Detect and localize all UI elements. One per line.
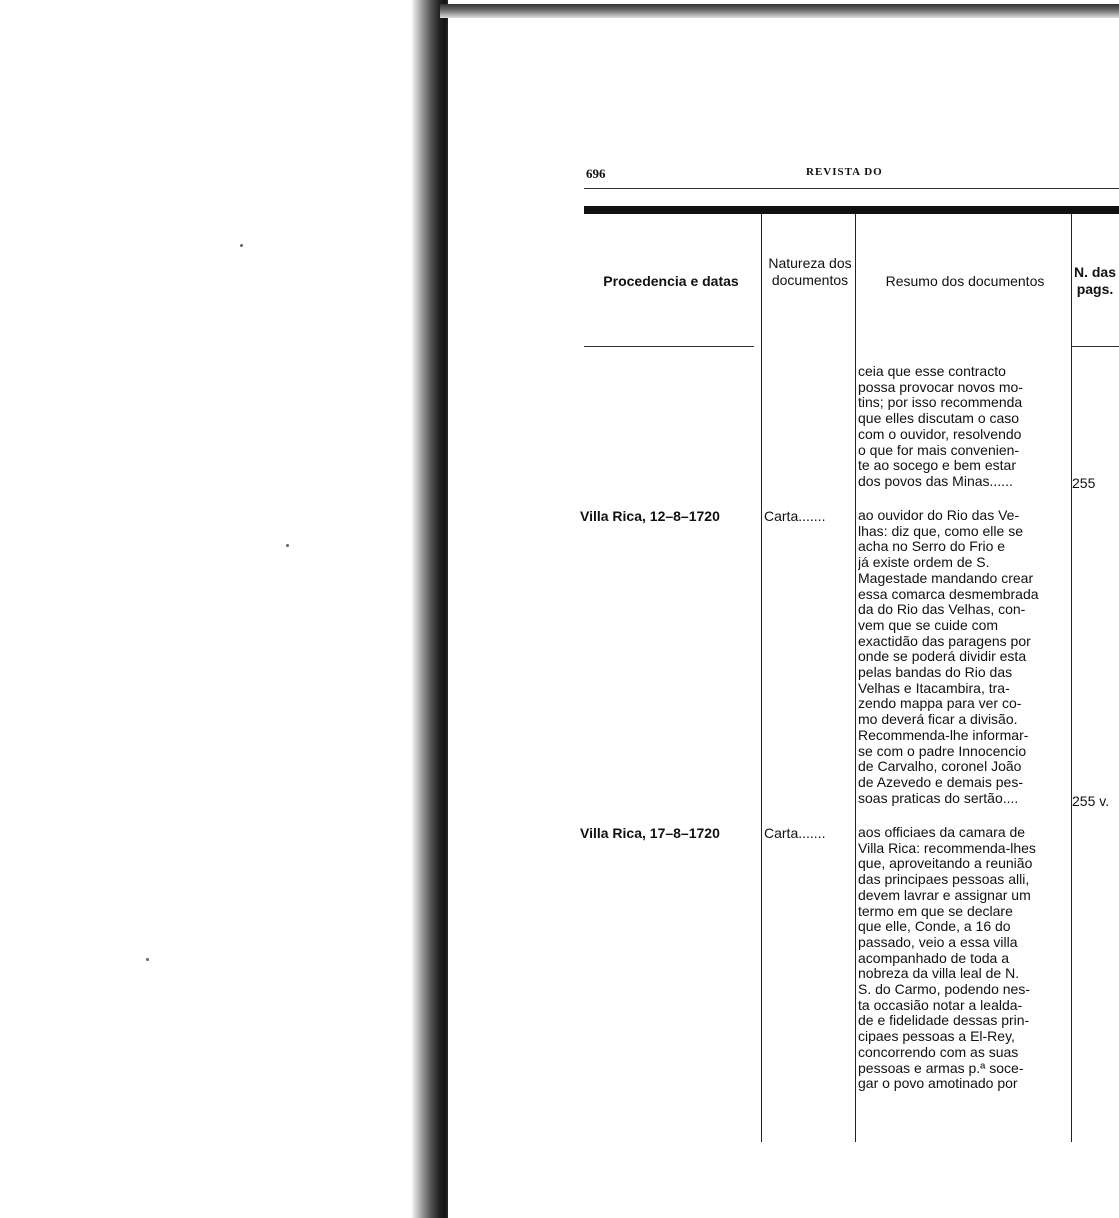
page-number: 696	[586, 166, 606, 181]
summary-line: te ao socego e bem estar	[858, 458, 1016, 474]
column-divider	[855, 214, 856, 1142]
row-summary	[858, 508, 1072, 806]
header-bottom-rule	[584, 346, 754, 347]
column-header-resumo: Resumo dos documentos	[885, 273, 1045, 289]
row-date: Villa Rica, 12–8–1720	[580, 508, 720, 524]
summary-line: das principaes pessoas alli,	[858, 872, 1030, 888]
summary-line: mo deverá ficar a divisão.	[858, 712, 1018, 728]
row-pages: 255 v.	[1072, 793, 1110, 809]
scan-speck	[286, 544, 289, 547]
page-edge-line	[446, 0, 448, 1218]
summary-line: acompanhado de toda a	[858, 950, 1010, 966]
row-nature: Carta.......	[764, 508, 826, 524]
row-date: Villa Rica, 17–8–1720	[580, 825, 720, 841]
summary-line: exactidão das paragens por	[858, 633, 1031, 649]
summary-line: pelas bandas do Rio das	[858, 665, 1013, 681]
summary-line: termo em que se declare	[858, 903, 1013, 919]
summary-line: Villa Rica: recommenda-lhes	[858, 840, 1036, 856]
summary-line: concorrendo com as suas	[858, 1044, 1019, 1060]
column-divider	[761, 214, 762, 1142]
row-summary	[858, 825, 1072, 1092]
summary-line: onde se poderá dividir esta	[858, 649, 1027, 665]
summary-line: que, aproveitando a reunião	[858, 856, 1033, 872]
summary-line: dos povos das Minas......	[858, 473, 1013, 489]
summary-line: cipaes pessoas a El-Rey,	[858, 1029, 1015, 1045]
table-top-rule	[584, 206, 1119, 214]
summary-line: ceia que esse contracto	[858, 364, 1006, 379]
running-head: REVISTA DO	[806, 166, 883, 178]
top-page-edge	[440, 4, 1119, 18]
summary-line: de e fidelidade dessas prin-	[858, 1013, 1030, 1029]
summary-line: vem que se cuide com	[858, 617, 999, 633]
summary-line: Magestade mandando crear	[858, 570, 1034, 586]
column-header-paginas: N. das pags.	[1073, 264, 1116, 297]
summary-line: passado, veio a essa villa	[858, 934, 1018, 950]
summary-line: que elle, Conde, a 16 do	[858, 919, 1011, 935]
summary-line: possa provocar novos mo-	[858, 379, 1023, 395]
summary-line: gar o povo amotinado por	[858, 1076, 1018, 1092]
row-summary	[858, 364, 1072, 490]
summary-line: já existe ordem de S.	[858, 555, 990, 571]
summary-line: ta occasião notar a lealda-	[858, 997, 1023, 1013]
summary-line: devem lavrar e assignar um	[858, 887, 1031, 903]
header-rule	[584, 188, 1119, 189]
row-pages: 255	[1072, 475, 1096, 491]
summary-line: zendo mappa para ver co-	[858, 696, 1022, 712]
summary-line: S. do Carmo, podendo nes-	[858, 982, 1030, 998]
summary-line: que elles discutam o caso	[858, 411, 1020, 427]
summary-line: se com o padre Innocencio	[858, 743, 1027, 759]
summary-line: com o ouvidor, resolvendo	[858, 426, 1022, 442]
summary-line: nobreza da villa leal de N.	[858, 966, 1020, 982]
summary-line: soas praticas do sertão....	[858, 790, 1019, 806]
summary-line: ao ouvidor do Rio das Ve-	[858, 508, 1020, 523]
summary-line: pessoas e armas p.ª soce-	[858, 1060, 1024, 1076]
summary-line: tins; por isso recommenda	[858, 395, 1023, 411]
summary-line: Recommenda-lhe informar-	[858, 727, 1029, 743]
row-nature: Carta.......	[764, 825, 826, 841]
summary-line: da do Rio das Velhas, con-	[858, 602, 1026, 618]
column-header-procedencia: Procedencia e datas	[603, 273, 739, 289]
summary-line: acha no Serro do Frio e	[858, 539, 1006, 555]
scan-speck	[240, 244, 243, 247]
summary-line: o que for mais convenien-	[858, 442, 1020, 458]
summary-line: de Carvalho, coronel João	[858, 759, 1022, 775]
summary-line: de Azevedo e demais pes-	[858, 774, 1023, 790]
header-bottom-rule	[1072, 346, 1119, 347]
scan-speck	[146, 958, 149, 961]
column-header-natureza: Natureza dos documentos	[768, 255, 852, 288]
summary-line: essa comarca desmembrada	[858, 586, 1039, 602]
book-spine-shadow	[412, 0, 446, 1218]
summary-line: Velhas e Itacambira, tra-	[858, 680, 1010, 696]
summary-line: lhas: diz que, como elle se	[858, 523, 1023, 539]
summary-line: aos officiaes da camara de	[858, 825, 1026, 840]
